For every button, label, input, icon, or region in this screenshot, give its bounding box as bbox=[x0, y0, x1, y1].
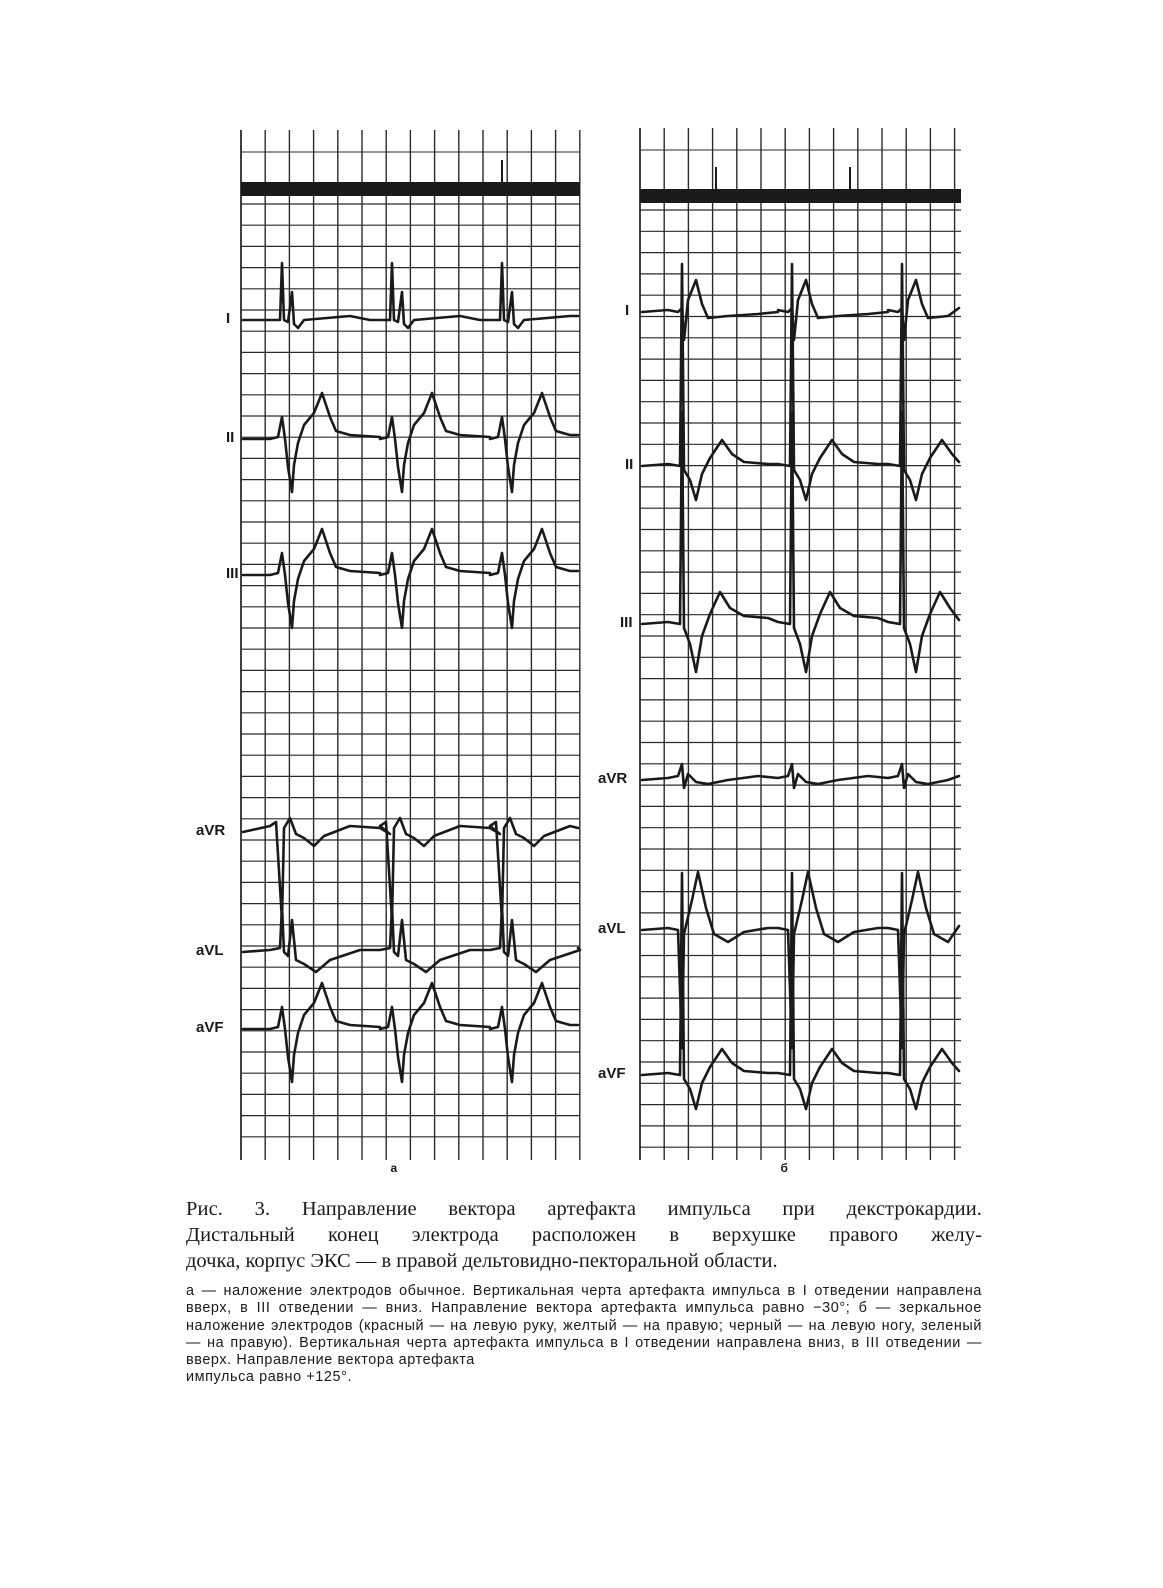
caption-title-line-3: дочка, корпус ЭКС — в правой дельтовидно-пекторальной области. bbox=[186, 1250, 778, 1272]
panel-label-b: б bbox=[780, 1161, 788, 1175]
lead-label-a-avf: aVF bbox=[196, 1019, 224, 1036]
lead-label-a-ii: II bbox=[226, 429, 235, 446]
caption-body: а — наложение электродов обычное. Вертикальная черта артефакта импульса в I отведении направлена вверх, в III отведении — вниз. Направление вектора артефакта импульса равно −30°; б — зеркальное наложение электродов (красный — на левую руку, желтый — на правую; черный — на левую ногу, зеленый — на правую). Вертикальная черта артефакта импульса в I отведении направлена вниз, в III отведении — вверх. Направление вектора артефакта bbox=[186, 1283, 982, 1369]
marker-bar-a bbox=[241, 182, 580, 196]
ecg-trace-b-iii bbox=[642, 412, 959, 672]
caption-title-line-1: Рис. 3. Направление вектора артефакта импульса при декстрокардии. bbox=[186, 1198, 982, 1220]
lead-label-b-avl: aVL bbox=[598, 920, 626, 937]
lead-label-b-avf: aVF bbox=[598, 1065, 626, 1082]
caption-title-line-2: Дистальный конец электрода расположен в верхушке правого желу- bbox=[186, 1224, 982, 1246]
ecg-trace-b-i bbox=[642, 280, 959, 340]
lead-label-a-iii: III bbox=[226, 565, 239, 582]
lead-label-a-i: I bbox=[226, 310, 231, 327]
figure-caption bbox=[186, 1196, 982, 1387]
marker-bar-b bbox=[640, 189, 961, 203]
ecg-trace-b-avl bbox=[642, 872, 959, 1048]
lead-label-a-avr: aVR bbox=[196, 822, 226, 839]
lead-label-b-iii: III bbox=[620, 614, 633, 631]
ecg-trace-a-avl bbox=[243, 906, 580, 972]
lead-label-b-i: I bbox=[625, 302, 630, 319]
panel-label-a: а bbox=[390, 1161, 398, 1175]
lead-label-b-avr: aVR bbox=[598, 770, 628, 787]
caption-body-last: импульса равно +125°. bbox=[186, 1369, 353, 1386]
lead-label-a-avl: aVL bbox=[196, 942, 224, 959]
ecg-trace-b-avr bbox=[642, 764, 959, 788]
lead-label-b-ii: II bbox=[625, 456, 634, 473]
